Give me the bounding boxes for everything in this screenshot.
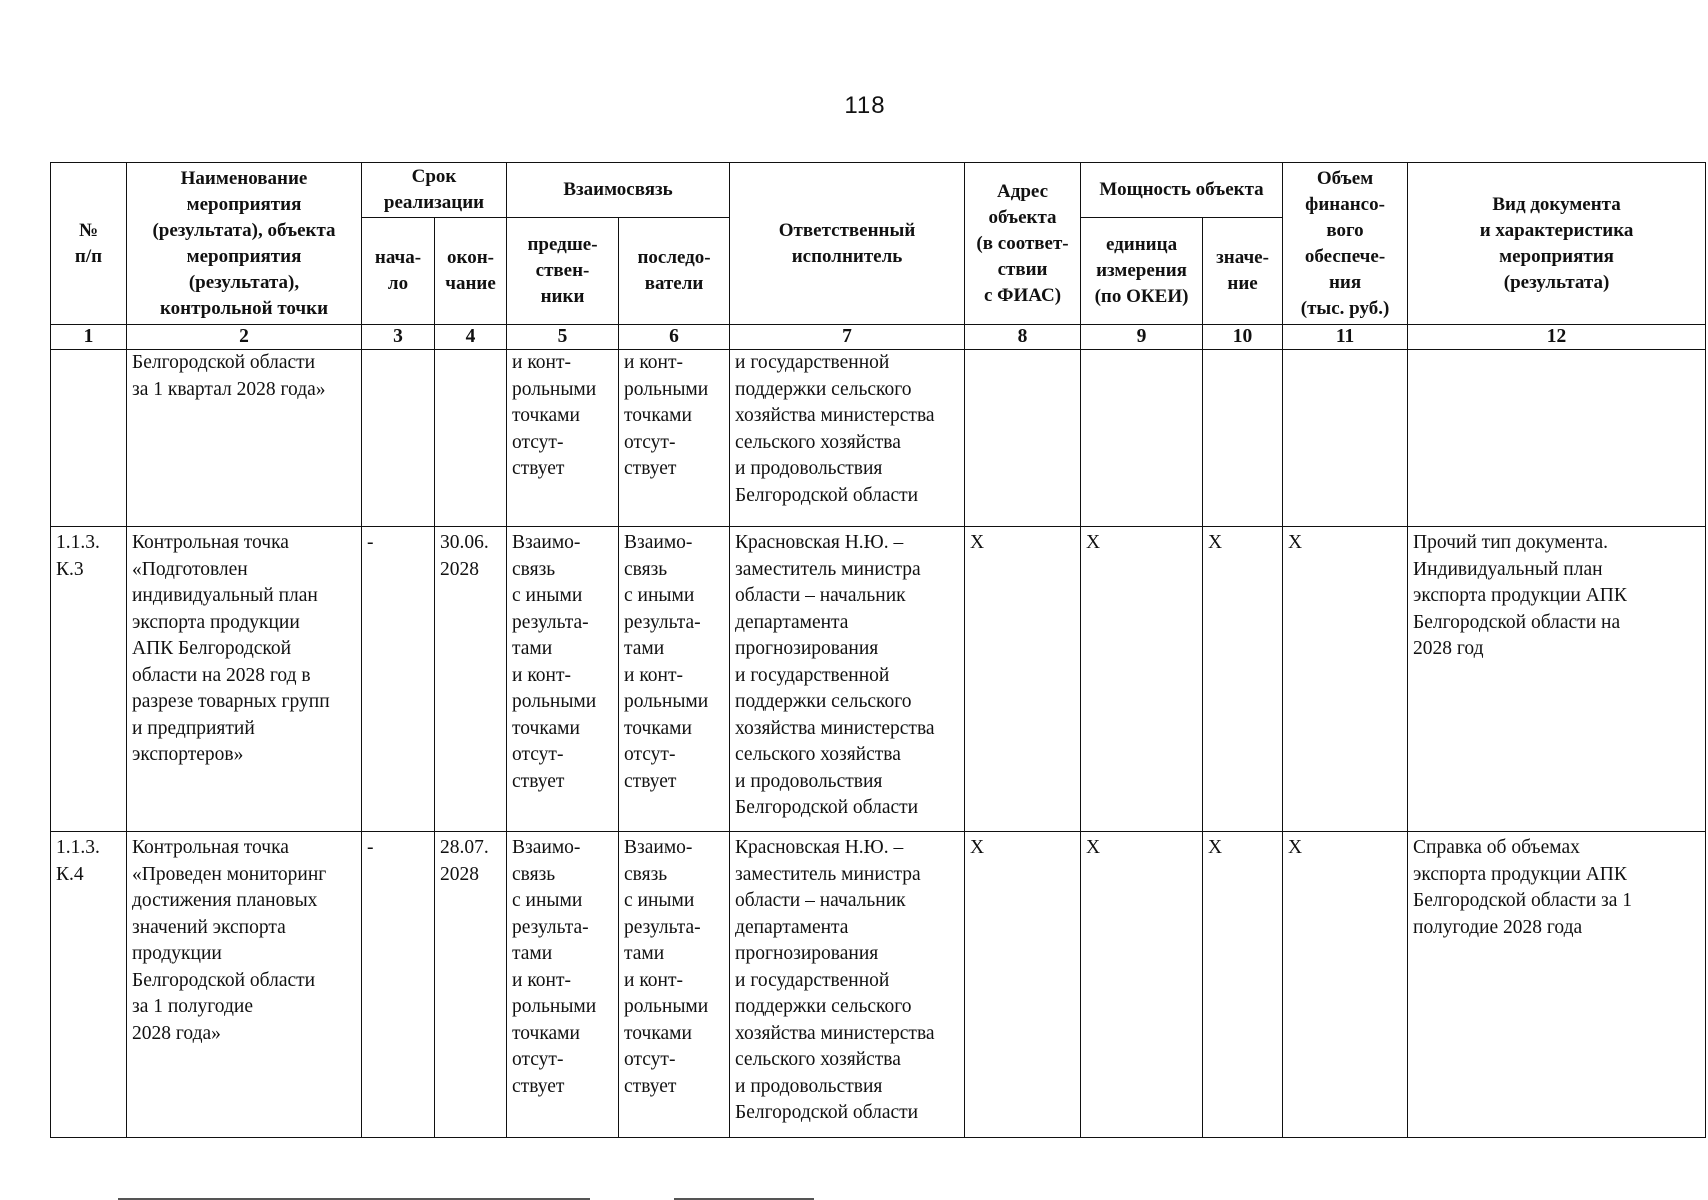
header-address: Адрес объекта (в соответ- ствии с ФИАС) [965, 163, 1081, 325]
cell-doc: Справка об объемах экспорта продукции АПК Белгородской области за 1 полугодие 2028 года [1408, 832, 1706, 1138]
header-start: нача- ло [362, 218, 435, 325]
cell-executor: и государственной поддержки сельского хозяйства министерства сельского хозяйства и продовольствия Белгородской области [730, 350, 965, 527]
cell-num: 1.1.3. К.4 [51, 832, 127, 1138]
cell-address: X [965, 527, 1081, 832]
cell-start: - [362, 832, 435, 1138]
cell-doc: Прочий тип документа. Индивидуальный план экспорта продукции АПК Белгородской области на 2028 год [1408, 527, 1706, 832]
cell-name: Белгородской области за 1 квартал 2028 года» [127, 350, 362, 527]
column-number: 4 [435, 325, 507, 350]
footer-rule [674, 1198, 814, 1200]
header-name: Наименование мероприятия (результата), объекта мероприятия (результата), контрольной точки [127, 163, 362, 325]
table-row [51, 527, 1706, 832]
column-number: 8 [965, 325, 1081, 350]
cell-successors: Взаимо- связь с иными результа- тами и конт- рольными точками отсут- ствует [619, 527, 730, 832]
header-finance: Объем финансо- вого обеспече- ния (тыс. руб.) [1283, 163, 1408, 325]
column-number: 10 [1203, 325, 1283, 350]
cell-start [362, 350, 435, 527]
column-number: 5 [507, 325, 619, 350]
cell-predecessors: и конт- рольными точками отсут- ствует [507, 350, 619, 527]
column-number: 1 [51, 325, 127, 350]
header-doc: Вид документа и характеристика мероприятия (результата) [1408, 163, 1706, 325]
cell-executor: Красновская Н.Ю. – заместитель министра области – начальник департамента прогнозирования и государственной поддержки сельского хозяйства министерства сельского хозяйства и продовольствия Белгородской области [730, 832, 965, 1138]
table-row [51, 832, 1706, 1138]
cell-doc [1408, 350, 1706, 527]
cell-address: X [965, 832, 1081, 1138]
header-end: окон- чание [435, 218, 507, 325]
column-number: 3 [362, 325, 435, 350]
header-num: № п/п [51, 163, 127, 325]
cell-num [51, 350, 127, 527]
header-unit: единица измерения (по ОКЕИ) [1081, 218, 1203, 325]
cell-finance: X [1283, 527, 1408, 832]
cell-unit: X [1081, 527, 1203, 832]
cell-address [965, 350, 1081, 527]
column-number: 11 [1283, 325, 1408, 350]
cell-executor: Красновская Н.Ю. – заместитель министра области – начальник департамента прогнозирования и государственной поддержки сельского хозяйства министерства сельского хозяйства и продовольствия Белгородской области [730, 527, 965, 832]
cell-end: 28.07. 2028 [435, 832, 507, 1138]
cell-name: Контрольная точка «Подготовлен индивидуальный план экспорта продукции АПК Белгородской области на 2028 год в разрезе товарных групп и предприятий экспортеров» [127, 527, 362, 832]
column-number: 12 [1408, 325, 1706, 350]
header-predecessors: предше- ствен- ники [507, 218, 619, 325]
cell-successors: Взаимо- связь с иными результа- тами и конт- рольными точками отсут- ствует [619, 832, 730, 1138]
cell-predecessors: Взаимо- связь с иными результа- тами и конт- рольными точками отсут- ствует [507, 527, 619, 832]
cell-value: X [1203, 832, 1283, 1138]
header-executor: Ответственный исполнитель [730, 163, 965, 325]
cell-value: X [1203, 527, 1283, 832]
header-relation: Взаимосвязь [507, 163, 730, 218]
header-period: Срок реализации [362, 163, 507, 218]
cell-finance: X [1283, 832, 1408, 1138]
cell-unit [1081, 350, 1203, 527]
cell-unit: X [1081, 832, 1203, 1138]
column-number: 9 [1081, 325, 1203, 350]
header-capacity: Мощность объекта [1081, 163, 1283, 218]
column-number: 6 [619, 325, 730, 350]
cell-name: Контрольная точка «Проведен мониторинг достижения плановых значений экспорта продукции Белгородской области за 1 полугодие 2028 года» [127, 832, 362, 1138]
column-number: 7 [730, 325, 965, 350]
footer-rule [118, 1198, 590, 1200]
activities-table [50, 162, 1706, 1138]
cell-end: 30.06. 2028 [435, 527, 507, 832]
cell-value [1203, 350, 1283, 527]
page-number: 118 [844, 92, 886, 119]
column-number: 2 [127, 325, 362, 350]
cell-num: 1.1.3. К.3 [51, 527, 127, 832]
table-row [51, 350, 1706, 527]
cell-end [435, 350, 507, 527]
cell-start: - [362, 527, 435, 832]
cell-predecessors: Взаимо- связь с иными результа- тами и конт- рольными точками отсут- ствует [507, 832, 619, 1138]
header-successors: последо- ватели [619, 218, 730, 325]
cell-successors: и конт- рольными точками отсут- ствует [619, 350, 730, 527]
cell-finance [1283, 350, 1408, 527]
header-value: значе- ние [1203, 218, 1283, 325]
